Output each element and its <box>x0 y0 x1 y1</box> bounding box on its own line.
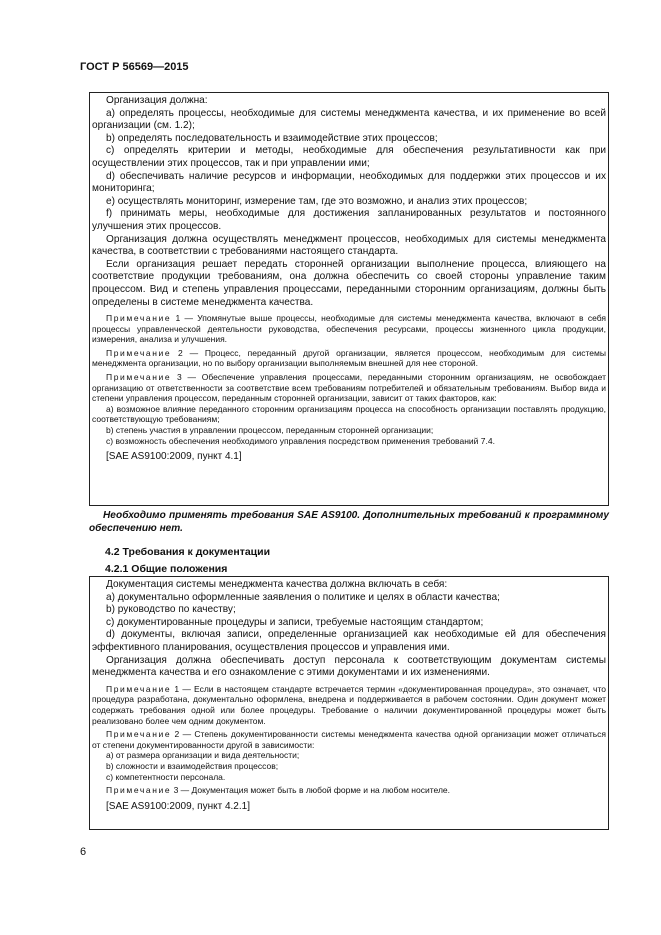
list-item: c) определять критерии и методы, необходимые для обеспечения результативности как при осуществлении этих процессов, так и при управлении ими; <box>92 145 606 169</box>
note-list-item: b) степень участия в управлении процессом, переданным сторонней организации; <box>106 425 434 436</box>
list-item: d) документы, включая записи, определенные организацией как необходимые ей для обеспечения эффективного планирования, осуществления процессов и управления ими. <box>92 629 606 653</box>
note-text: 2 — Степень документированности системы менеджмента качества одной организации может отличаться от степени документированности другой в зависимости: <box>92 729 606 750</box>
note-2 <box>92 729 606 750</box>
list-item: a) определять процессы, необходимые для системы менеджмента качества, и их применение во всей организации (см. 1.2); <box>92 107 606 132</box>
quoted-requirements-box-4-2-1 <box>89 576 609 830</box>
paragraph: Организация должна обеспечивать доступ персонала к соответствующим документам системы менеджмента качества и его ознакомление с этими документами и их изменениями. <box>92 654 606 679</box>
note-3 <box>92 785 606 796</box>
list-item: e) осуществлять мониторинг, измерение там, где это возможно, и анализ этих процессов; <box>106 195 528 207</box>
list-item: a) документально оформленные заявления о политике и целях в области качества; <box>106 591 500 603</box>
list-item: f) принимать меры, необходимые для достижения запланированных результатов и постоянного улучшения этих процессов. <box>92 208 606 232</box>
note-label: Примечание <box>106 683 172 694</box>
subsection-heading-4-2-1: 4.2.1 Общие положения <box>105 563 228 575</box>
note-text: 1 — Упомянутые выше процессы, необходимые для системы менеджмента качества, включают в себя процессы управленческой деятельности руководства, обеспечения ресурсами, процессы жизненного цикла продукции, измерения, анализа и улучшения. <box>92 313 606 345</box>
note-label: Примечание <box>106 785 172 796</box>
note-label: Примечание <box>106 313 172 324</box>
list-item: c) документированные процедуры и записи, требуемые настоящим стандартом; <box>106 616 484 628</box>
note-label: Примечание <box>106 347 172 358</box>
note-list-item: c) возможность обеспечения необходимого управления посредством применения требований 7.4. <box>106 435 495 446</box>
note-text: 3 — Обеспечение управления процессами, переданными сторонним организациям, не освобождает организацию от ответственности за соответствие всем требованиям потребителей и обязательным требованиям. Выбор вида и степени управления процессом, переданным сторонней организации, зависит от таких факторов, как: <box>92 372 606 404</box>
additional-requirement-note: Необходимо применять требования SAE AS9100. Дополнительных требований к программному обеспечению нет. <box>89 510 609 534</box>
note-list-item: c) компетентности персонала. <box>106 771 226 782</box>
page-number: 6 <box>80 846 87 858</box>
paragraph: Если организация решает передать сторонней организации выполнение процесса, влияющего на соответствие продукции требованиям, она должна обеспечить со своей стороны управление таким процессом. Вид и степень управления процессами, переданными сторонним организациям, должны быть определены в системе менеджмента качества. <box>92 258 606 308</box>
note-label: Примечание <box>106 729 172 740</box>
paragraph: Организация должна осуществлять менеджмент процессов, необходимых для системы менеджмента качества, в соответствии с требованиями настоящего стандарта. <box>92 233 606 258</box>
quoted-requirements-box-4-1 <box>89 92 609 506</box>
list-item: d) обеспечивать наличие ресурсов и информации, необходимых для поддержки этих процессов и их мониторинга; <box>92 170 606 195</box>
note-label: Примечание <box>106 372 172 383</box>
note-text: 3 — Документация может быть в любой форме и на любом носителе. <box>171 785 450 796</box>
source-reference: [SAE AS9100:2009, пункт 4.1] <box>106 451 242 463</box>
note-1 <box>92 313 606 345</box>
paragraph: Документация системы менеджмента качества должна включать в себя: <box>106 579 448 590</box>
paragraph: Организация должна: <box>106 95 208 106</box>
source-reference: [SAE AS9100:2009, пункт 4.2.1] <box>106 800 250 812</box>
note-text: 1 — Если в настоящем стандарте встречается термин «документированная процедура», это означает, что процедура разработана, документально оформлена, внедрена и поддерживается в рабочем состоянии. Один документ может содержать требования одной или более процедуры. Требование о наличии документированной процедуры может быть реализовано более чем одним документом. <box>92 683 606 726</box>
note-list-item: a) от размера организации и вида деятельности; <box>106 750 300 761</box>
note-3 <box>92 372 606 404</box>
note-list-item: b) сложности и взаимодействия процессов; <box>106 760 279 771</box>
list-item: b) определять последовательность и взаимодействие этих процессов; <box>106 132 438 144</box>
list-item: b) руководство по качеству; <box>106 604 236 616</box>
note-text: 2 — Процесс, переданный другой организации, является процессом, необходимым для системы менеджмента организации, но по выбору организации выполняемым внешней для нее стороной. <box>92 347 606 369</box>
note-1 <box>92 684 606 726</box>
section-heading-4-2: 4.2 Требования к документации <box>105 546 271 558</box>
document-header: ГОСТ Р 56569—2015 <box>80 61 189 73</box>
note-2 <box>92 348 606 369</box>
note-list-item: a) возможное влияние переданного сторонним организациям процесса на способность организации поставлять продукцию, соответствующую требованиям; <box>92 403 606 425</box>
